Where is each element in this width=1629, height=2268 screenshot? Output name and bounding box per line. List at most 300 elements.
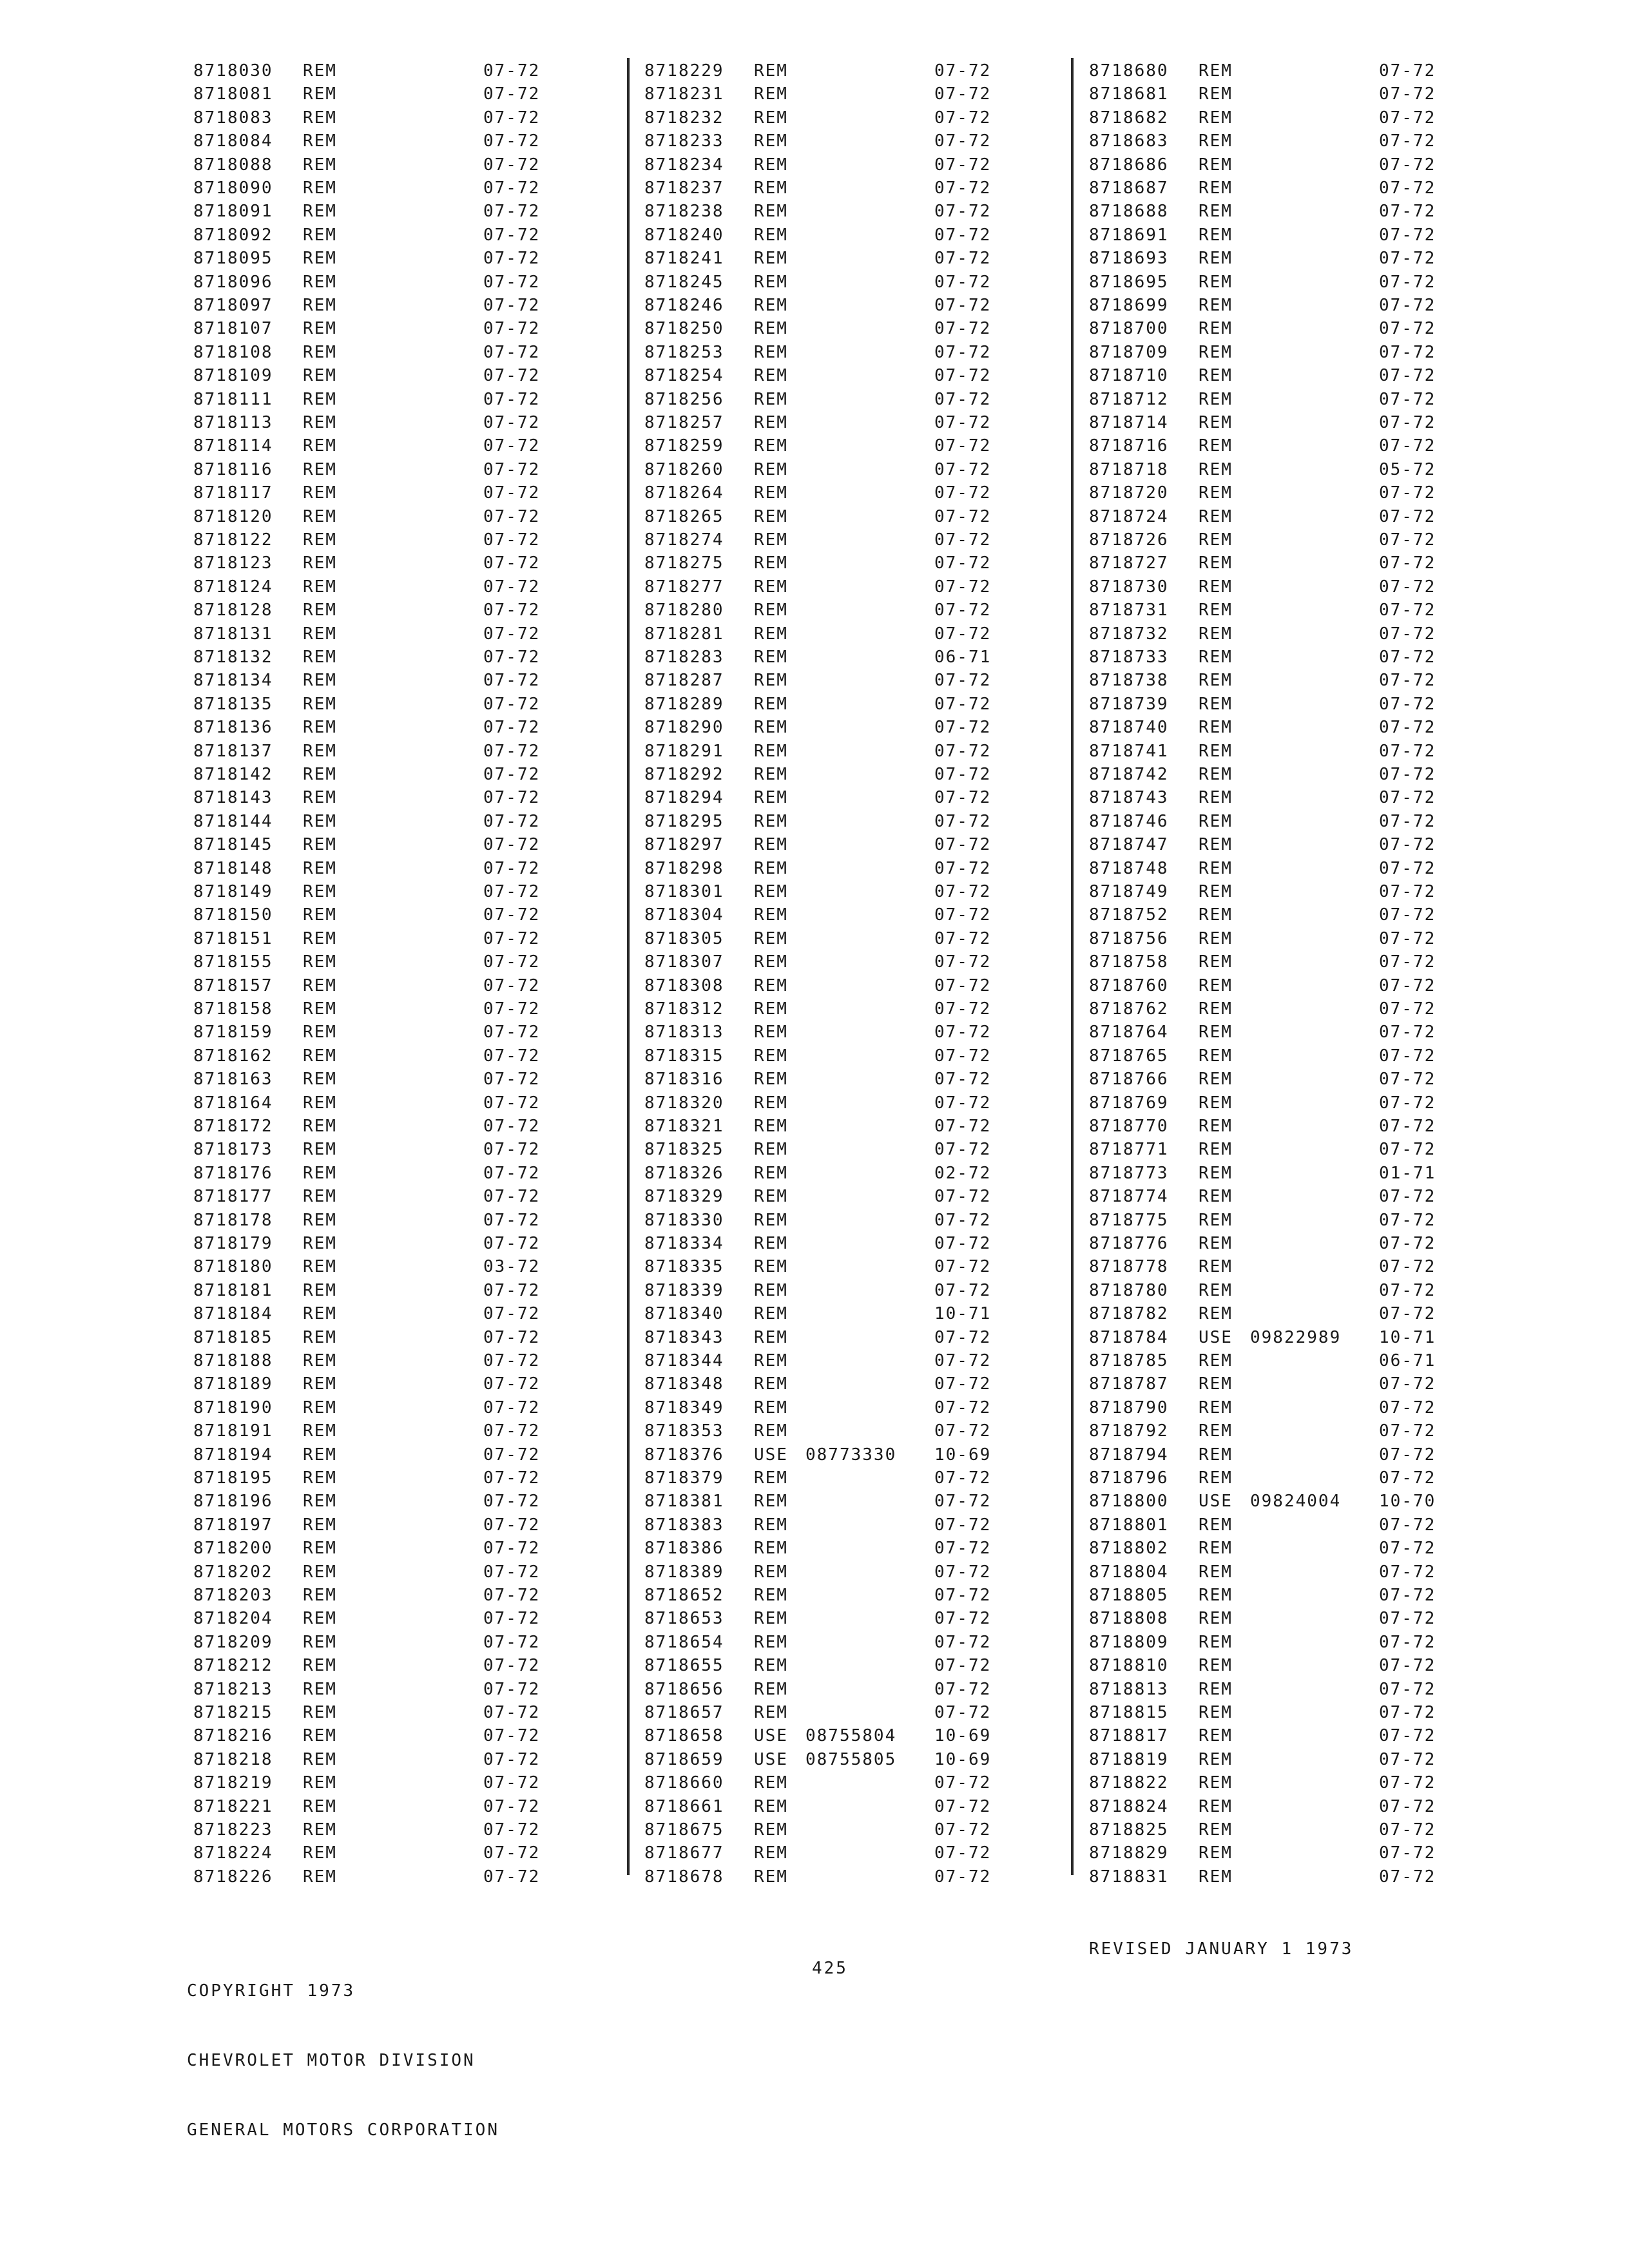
effective-date: 07-72 [934, 1515, 992, 1535]
part-row [644, 1445, 1031, 1468]
status-code: REM [1199, 1023, 1233, 1043]
status-code: REM [1199, 1046, 1233, 1066]
effective-date: 07-72 [1379, 1726, 1436, 1746]
part-row [644, 788, 1031, 811]
status-code: REM [754, 718, 788, 738]
effective-date: 07-72 [934, 1351, 992, 1370]
effective-date: 07-72 [934, 718, 992, 738]
part-number: 8718212 [193, 1656, 273, 1676]
part-row [1089, 390, 1476, 413]
part-number: 8718224 [193, 1843, 273, 1863]
part-row [644, 929, 1031, 952]
status-code: REM [754, 1304, 788, 1324]
part-row [193, 343, 580, 366]
status-code: REM [1199, 1351, 1233, 1370]
status-code: REM [303, 1093, 337, 1113]
effective-date: 07-72 [934, 928, 992, 948]
status-code: REM [1199, 389, 1233, 409]
effective-date: 07-72 [1379, 1398, 1436, 1418]
part-row [644, 648, 1031, 671]
part-number: 8718787 [1089, 1374, 1169, 1394]
status-code: REM [1199, 1539, 1233, 1559]
part-row [193, 178, 580, 202]
status-code: REM [1199, 1796, 1233, 1816]
part-row [644, 155, 1031, 178]
part-row [1089, 788, 1476, 811]
part-number: 8718143 [193, 788, 273, 808]
part-row [1089, 366, 1476, 389]
effective-date: 07-72 [1379, 1445, 1436, 1465]
part-row [644, 413, 1031, 436]
status-code: REM [303, 1210, 337, 1230]
part-row [1089, 648, 1476, 671]
effective-date: 07-72 [483, 1070, 541, 1090]
status-code: REM [754, 84, 788, 104]
part-row [644, 1257, 1031, 1280]
status-code: REM [303, 553, 337, 573]
part-row [644, 859, 1031, 882]
effective-date: 07-72 [483, 741, 541, 761]
effective-date: 07-72 [934, 1843, 992, 1863]
part-row [644, 812, 1031, 835]
status-code: REM [303, 788, 337, 808]
part-number: 8718746 [1089, 811, 1169, 831]
effective-date: 07-72 [483, 577, 541, 597]
effective-date: 07-72 [483, 1140, 541, 1160]
part-row [644, 1046, 1031, 1070]
part-number: 8718218 [193, 1749, 273, 1769]
part-row [193, 366, 580, 389]
effective-date: 07-72 [934, 835, 992, 855]
status-code: REM [303, 506, 337, 526]
part-number: 8718730 [1089, 577, 1169, 597]
part-row [193, 84, 580, 108]
part-number: 8718769 [1089, 1093, 1169, 1113]
part-row [1089, 84, 1476, 108]
status-code: REM [754, 272, 788, 292]
part-number: 8718743 [1089, 788, 1169, 808]
part-number: 8718149 [193, 882, 273, 901]
part-row [193, 1726, 580, 1749]
part-number: 8718197 [193, 1515, 273, 1535]
part-row [193, 859, 580, 882]
effective-date: 07-72 [934, 952, 992, 972]
part-number: 8718090 [193, 178, 273, 198]
status-code: REM [1199, 553, 1233, 573]
effective-date: 07-72 [483, 882, 541, 901]
effective-date: 07-72 [483, 1656, 541, 1676]
effective-date: 07-72 [483, 1093, 541, 1113]
effective-date: 07-72 [483, 389, 541, 409]
part-number: 8718291 [644, 741, 724, 761]
effective-date: 07-72 [1379, 624, 1436, 644]
effective-date: 07-72 [1379, 1187, 1436, 1207]
part-number: 8718275 [644, 553, 724, 573]
part-row [1089, 882, 1476, 905]
effective-date: 07-72 [1379, 671, 1436, 691]
part-number: 8718287 [644, 671, 724, 691]
status-code: REM [754, 1703, 788, 1722]
part-row [644, 319, 1031, 342]
status-code: REM [1199, 483, 1233, 503]
effective-date: 07-72 [1379, 1304, 1436, 1324]
effective-date: 10-69 [934, 1749, 992, 1769]
part-row [644, 999, 1031, 1023]
status-code: REM [1199, 928, 1233, 948]
part-row [1089, 273, 1476, 296]
corporation-line: GENERAL MOTORS CORPORATION [187, 2120, 499, 2140]
effective-date: 07-72 [1379, 1023, 1436, 1043]
part-row [1089, 1070, 1476, 1093]
part-row [193, 319, 580, 342]
part-number: 8718142 [193, 765, 273, 784]
status-code: REM [1199, 1234, 1233, 1253]
part-number: 8718379 [644, 1468, 724, 1488]
part-number: 8718108 [193, 342, 273, 362]
status-code: REM [754, 366, 788, 386]
part-row [193, 1046, 580, 1070]
status-code: REM [1199, 1726, 1233, 1746]
status-code: REM [303, 1656, 337, 1676]
status-code: REM [754, 1046, 788, 1066]
effective-date: 07-72 [1379, 1703, 1436, 1722]
part-number: 8718304 [644, 905, 724, 925]
effective-date: 07-72 [1379, 342, 1436, 362]
part-number: 8718747 [1089, 835, 1169, 855]
part-number: 8718752 [1089, 905, 1169, 925]
effective-date: 07-72 [483, 1234, 541, 1253]
status-code: REM [303, 389, 337, 409]
part-number: 8718389 [644, 1562, 724, 1582]
status-code: REM [303, 296, 337, 315]
effective-date: 07-72 [483, 1023, 541, 1043]
part-number: 8718658 [644, 1726, 724, 1746]
part-row [193, 601, 580, 624]
part-row [1089, 1703, 1476, 1726]
part-number: 8718083 [193, 108, 273, 128]
part-row [644, 1797, 1031, 1820]
part-number: 8718226 [193, 1867, 273, 1887]
effective-date: 07-72 [483, 624, 541, 644]
part-number: 8718219 [193, 1773, 273, 1793]
effective-date: 07-72 [483, 1398, 541, 1418]
effective-date: 07-72 [934, 108, 992, 128]
status-code: REM [1199, 1421, 1233, 1441]
part-row [1089, 812, 1476, 835]
effective-date: 07-72 [934, 1867, 992, 1887]
part-row [193, 1257, 580, 1280]
part-number: 8718096 [193, 272, 273, 292]
part-number: 8718654 [644, 1632, 724, 1652]
status-code: REM [303, 61, 337, 81]
effective-date: 07-72 [1379, 1679, 1436, 1699]
part-number: 8718657 [644, 1703, 724, 1722]
effective-date: 07-72 [483, 1703, 541, 1722]
effective-date: 07-72 [483, 765, 541, 784]
status-code: REM [1199, 1210, 1233, 1230]
part-number: 8718265 [644, 506, 724, 526]
status-code: REM [303, 952, 337, 972]
part-row [1089, 178, 1476, 202]
part-row [193, 929, 580, 952]
effective-date: 06-71 [934, 648, 992, 667]
effective-date: 07-72 [934, 131, 992, 151]
effective-date: 07-72 [483, 366, 541, 386]
status-code: REM [1199, 1468, 1233, 1488]
status-code: REM [754, 858, 788, 878]
part-row [193, 671, 580, 694]
part-row [193, 1070, 580, 1093]
status-code: REM [754, 765, 788, 784]
part-number: 8718124 [193, 577, 273, 597]
status-code: REM [1199, 648, 1233, 667]
part-row [193, 1421, 580, 1445]
part-row [1089, 131, 1476, 155]
part-number: 8718292 [644, 765, 724, 784]
status-code: REM [303, 366, 337, 386]
effective-date: 07-72 [1379, 1820, 1436, 1840]
effective-date: 07-72 [1379, 366, 1436, 386]
part-row [1089, 1726, 1476, 1749]
part-number: 8718714 [1089, 413, 1169, 432]
status-code: REM [303, 225, 337, 245]
part-row [1089, 976, 1476, 999]
part-row [193, 1820, 580, 1843]
effective-date: 07-72 [483, 1492, 541, 1512]
part-row [193, 1281, 580, 1304]
part-number: 8718195 [193, 1468, 273, 1488]
effective-date: 07-72 [483, 1632, 541, 1652]
effective-date: 07-72 [483, 952, 541, 972]
part-row [1089, 742, 1476, 765]
effective-date: 07-72 [934, 1656, 992, 1676]
status-code: REM [1199, 1656, 1233, 1676]
part-number: 8718813 [1089, 1679, 1169, 1699]
part-row [1089, 999, 1476, 1023]
part-row [1089, 1398, 1476, 1421]
effective-date: 06-71 [1379, 1351, 1436, 1370]
status-code: REM [754, 1820, 788, 1840]
part-row [1089, 460, 1476, 483]
part-row [193, 1680, 580, 1703]
part-number: 8718135 [193, 694, 273, 714]
status-code: REM [303, 1820, 337, 1840]
status-code: REM [754, 1351, 788, 1370]
part-row [644, 1304, 1031, 1327]
effective-date: 07-72 [934, 1280, 992, 1300]
part-number: 8718188 [193, 1351, 273, 1370]
effective-date: 07-72 [1379, 577, 1436, 597]
status-code: REM [1199, 1632, 1233, 1652]
status-code: REM [754, 648, 788, 667]
part-row [193, 1468, 580, 1492]
status-code: REM [754, 1586, 788, 1605]
part-number: 8718727 [1089, 553, 1169, 573]
status-code: REM [1199, 1586, 1233, 1605]
part-row [1089, 296, 1476, 319]
part-number: 8718805 [1089, 1586, 1169, 1605]
effective-date: 07-72 [934, 225, 992, 245]
status-code: REM [754, 1796, 788, 1816]
part-number: 8718349 [644, 1398, 724, 1418]
part-number: 8718790 [1089, 1398, 1169, 1418]
status-code: REM [303, 835, 337, 855]
part-row [1089, 1140, 1476, 1163]
effective-date: 07-72 [934, 366, 992, 386]
part-row [1089, 671, 1476, 694]
part-row [644, 1586, 1031, 1609]
status-code: USE [1199, 1327, 1233, 1347]
effective-date: 07-72 [1379, 1117, 1436, 1136]
part-row [1089, 155, 1476, 178]
part-row [193, 1515, 580, 1539]
part-row [644, 1562, 1031, 1586]
part-row [644, 695, 1031, 718]
part-number: 8718659 [644, 1749, 724, 1769]
effective-date: 07-72 [483, 1679, 541, 1699]
part-number: 8718829 [1089, 1843, 1169, 1863]
part-number: 8718326 [644, 1163, 724, 1183]
effective-date: 07-72 [1379, 741, 1436, 761]
effective-date: 07-72 [1379, 436, 1436, 456]
part-row [193, 413, 580, 436]
status-code: REM [754, 835, 788, 855]
part-row [644, 226, 1031, 249]
effective-date: 07-72 [934, 882, 992, 901]
effective-date: 05-72 [1379, 459, 1436, 479]
effective-date: 07-72 [934, 1023, 992, 1043]
effective-date: 07-72 [1379, 1046, 1436, 1066]
effective-date: 07-72 [483, 1187, 541, 1207]
effective-date: 10-69 [934, 1445, 992, 1465]
part-number: 8718825 [1089, 1820, 1169, 1840]
status-code: REM [1199, 741, 1233, 761]
part-row [644, 835, 1031, 858]
part-number: 8718281 [644, 624, 724, 644]
effective-date: 07-72 [483, 1796, 541, 1816]
status-code: REM [754, 905, 788, 925]
part-row [1089, 507, 1476, 530]
effective-date: 07-72 [1379, 530, 1436, 550]
part-number: 8718159 [193, 1023, 273, 1043]
part-number: 8718764 [1089, 1023, 1169, 1043]
effective-date: 07-72 [934, 155, 992, 175]
part-row [193, 1093, 580, 1117]
part-number: 8718277 [644, 577, 724, 597]
status-code: REM [1199, 788, 1233, 808]
status-code: REM [1199, 131, 1233, 151]
effective-date: 07-72 [1379, 858, 1436, 878]
part-number: 8718661 [644, 1796, 724, 1816]
part-row [193, 1656, 580, 1679]
part-row [193, 61, 580, 84]
effective-date: 07-72 [934, 413, 992, 432]
status-code: REM [754, 1421, 788, 1441]
status-code: REM [303, 1867, 337, 1887]
status-code: REM [1199, 202, 1233, 222]
part-row [1089, 1797, 1476, 1820]
status-code: REM [754, 1468, 788, 1488]
part-row [644, 1609, 1031, 1632]
status-code: REM [754, 342, 788, 362]
part-row [644, 1750, 1031, 1773]
part-row [193, 1328, 580, 1351]
replacement-part-number: 08755804 [805, 1726, 897, 1746]
part-row [644, 1773, 1031, 1796]
effective-date: 07-72 [483, 1749, 541, 1769]
part-row [1089, 343, 1476, 366]
part-row [1089, 695, 1476, 718]
part-row [1089, 601, 1476, 624]
part-number: 8718315 [644, 1046, 724, 1066]
status-code: REM [754, 1679, 788, 1699]
status-code: REM [303, 1586, 337, 1605]
status-code: REM [1199, 61, 1233, 81]
status-code: REM [1199, 1773, 1233, 1793]
status-code: USE [754, 1726, 788, 1746]
revised-date: REVISED JANUARY 1 1973 [1089, 1939, 1354, 1959]
effective-date: 07-72 [934, 1070, 992, 1090]
part-number: 8718810 [1089, 1656, 1169, 1676]
status-code: REM [754, 1398, 788, 1418]
effective-date: 07-72 [934, 1140, 992, 1160]
effective-date: 07-72 [1379, 1867, 1436, 1887]
part-number: 8718344 [644, 1351, 724, 1370]
part-number: 8718280 [644, 601, 724, 620]
part-row [1089, 1328, 1476, 1351]
status-code: REM [303, 624, 337, 644]
effective-date: 07-72 [934, 905, 992, 925]
effective-date: 07-72 [483, 178, 541, 198]
status-code: REM [303, 1609, 337, 1629]
effective-date: 07-72 [934, 975, 992, 995]
part-row [644, 1187, 1031, 1210]
status-code: REM [1199, 1843, 1233, 1863]
effective-date: 07-72 [1379, 1796, 1436, 1816]
effective-date: 07-72 [483, 1421, 541, 1441]
part-number: 8718760 [1089, 975, 1169, 995]
part-number: 8718774 [1089, 1187, 1169, 1207]
effective-date: 07-72 [1379, 882, 1436, 901]
part-number: 8718731 [1089, 601, 1169, 620]
status-code: REM [1199, 577, 1233, 597]
status-code: REM [754, 1374, 788, 1394]
part-number: 8718804 [1089, 1562, 1169, 1582]
status-code: REM [303, 671, 337, 691]
part-row [644, 1070, 1031, 1093]
effective-date: 02-72 [934, 1163, 992, 1183]
status-code: REM [1199, 155, 1233, 175]
part-row [644, 296, 1031, 319]
part-row [644, 1374, 1031, 1398]
status-code: REM [1199, 108, 1233, 128]
effective-date: 07-72 [1379, 601, 1436, 620]
part-row [193, 460, 580, 483]
part-number: 8718191 [193, 1421, 273, 1441]
part-row [193, 553, 580, 577]
part-row [1089, 905, 1476, 928]
part-number: 8718822 [1089, 1773, 1169, 1793]
part-number: 8718376 [644, 1445, 724, 1465]
status-code: REM [1199, 1093, 1233, 1113]
effective-date: 07-72 [483, 84, 541, 104]
effective-date: 07-72 [483, 319, 541, 339]
effective-date: 07-72 [1379, 905, 1436, 925]
part-row [193, 742, 580, 765]
part-number: 8718137 [193, 741, 273, 761]
part-number: 8718726 [1089, 530, 1169, 550]
part-number: 8718796 [1089, 1468, 1169, 1488]
